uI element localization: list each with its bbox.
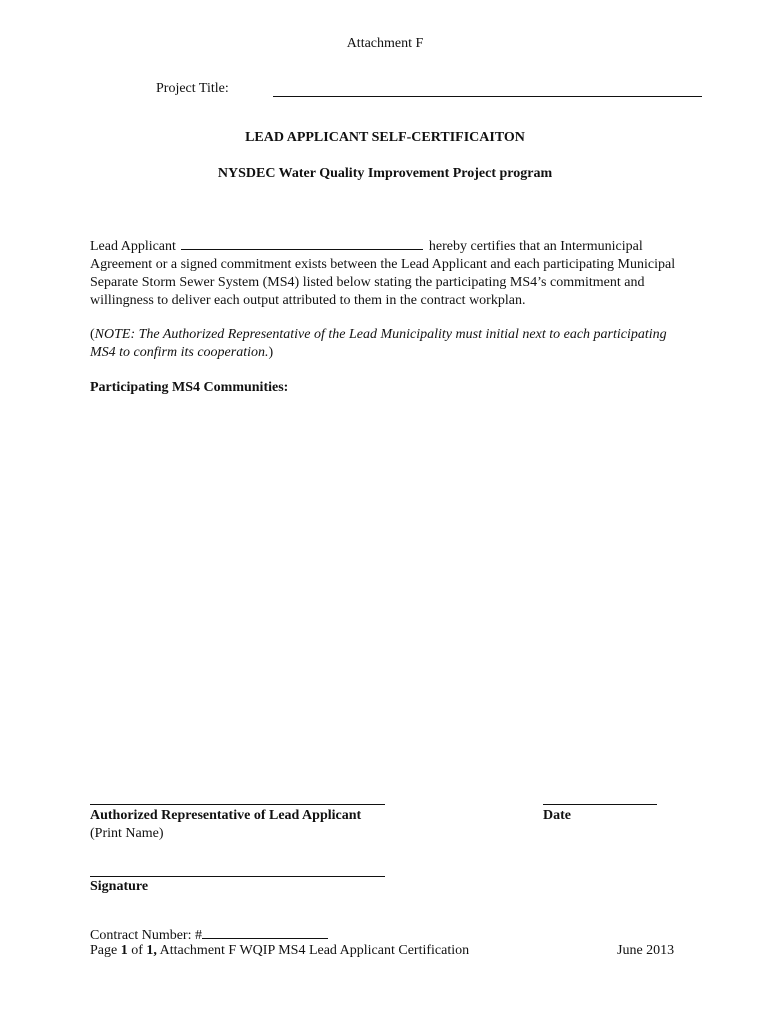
contract-number-field-line[interactable] <box>202 926 328 939</box>
certification-paragraph <box>90 237 690 310</box>
footer-date: June 2013 <box>617 943 675 958</box>
certification-text: hereby certifies that an Intermunicipal Agreement or a signed commitment exists between the Lead Applicant and each participating Municipal Separate Storm Sewer System (MS4) listed below stating the participating MS4’s commitment and willingness to deliver each output attributed to them in the contract workplan. <box>90 239 676 308</box>
note-paragraph <box>90 326 690 362</box>
document-title: LEAD APPLICANT SELF-CERTIFICAITON <box>245 130 525 145</box>
note-text: NOTE: The Authorized Representative of the Lead Municipality must initial next to each participating MS4 to confirm its cooperation. <box>90 327 667 360</box>
page-of: of <box>127 943 147 958</box>
page-footer <box>90 943 469 959</box>
signature-field-line[interactable] <box>90 876 385 877</box>
attachment-label: Attachment F <box>346 36 424 51</box>
rep-name-field-line[interactable] <box>90 804 385 805</box>
contract-number <box>90 926 328 944</box>
note-open-paren: ( <box>90 327 95 342</box>
footer-title: Attachment F WQIP MS4 Lead Applicant Certification <box>156 943 470 958</box>
print-name-label: (Print Name) <box>90 826 164 841</box>
date-field-line[interactable] <box>543 804 657 805</box>
lead-applicant-field-line[interactable] <box>181 237 423 250</box>
page-prefix: Page <box>90 943 121 958</box>
project-title-label: Project Title: <box>156 81 229 96</box>
document-subtitle: NYSDEC Water Quality Improvement Project program <box>217 166 553 181</box>
contract-number-label: Contract Number: # <box>90 928 202 943</box>
rep-label: Authorized Representative of Lead Applicant <box>90 808 362 823</box>
note-close-paren: ) <box>268 345 274 360</box>
page-total: 1, <box>146 943 157 958</box>
signature-label: Signature <box>90 879 149 894</box>
participating-ms4-heading: Participating MS4 Communities: <box>90 380 289 395</box>
lead-applicant-label: Lead Applicant <box>90 239 176 254</box>
date-label: Date <box>543 808 571 823</box>
page-number: 1 <box>120 943 128 958</box>
project-title-field-line[interactable] <box>273 96 702 97</box>
